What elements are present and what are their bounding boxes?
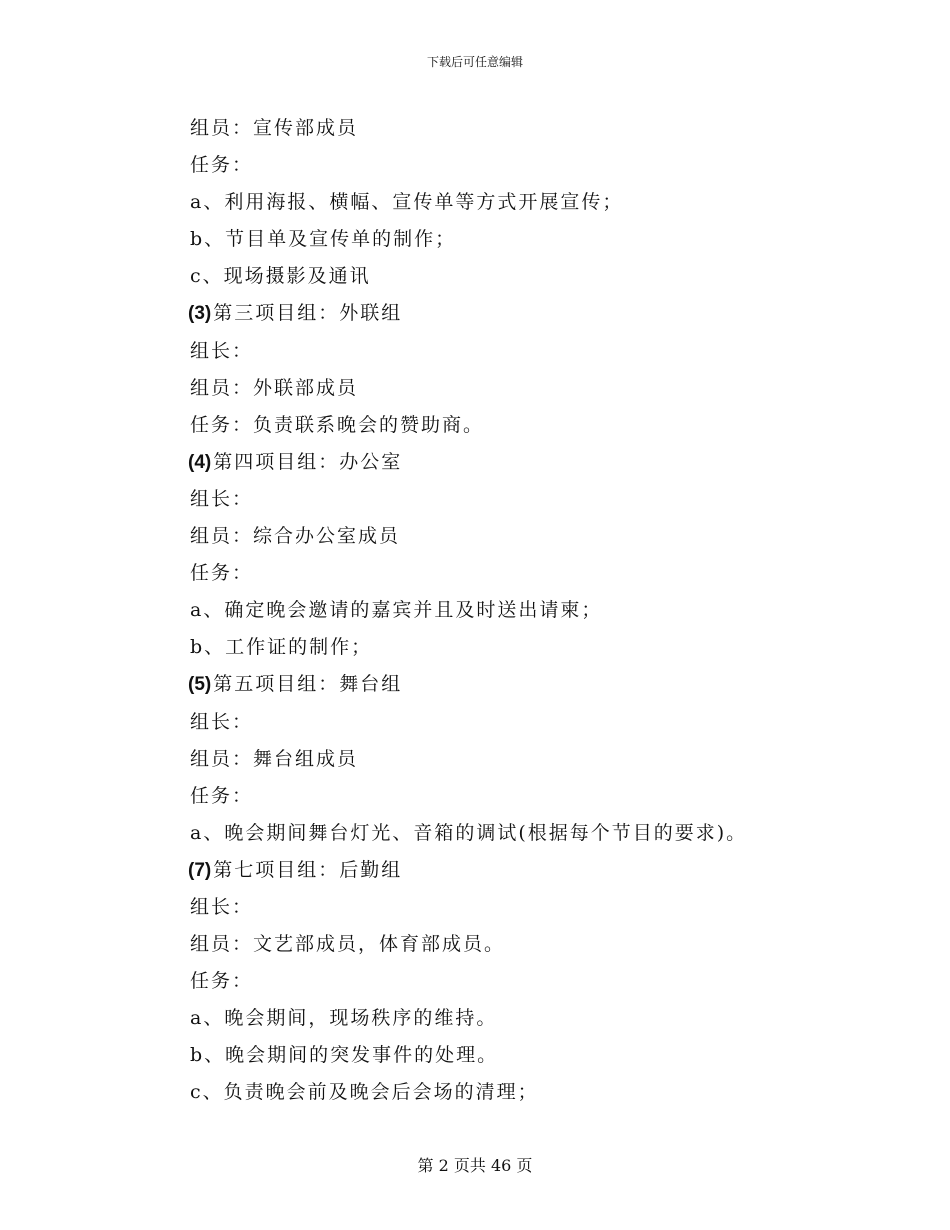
section-number: (5) [188,674,212,696]
line-text: a、晚会期间，现场秩序的维持。 [190,1007,498,1030]
line-text: 第七项目组：后勤组 [213,858,403,881]
line-text: 组员：外联部成员 [190,376,359,399]
line-text: 任务： [190,154,254,177]
text-line [188,741,888,778]
text-line [188,258,888,295]
line-text: b、节目单及宣传单的制作； [190,228,457,251]
line-text: 组长： [190,710,254,733]
text-line [188,518,888,555]
line-text: 任务： [190,562,254,585]
text-line [188,221,888,258]
section-number: (4) [188,451,212,473]
line-text: c、负责晚会前及晚会后会场的清理； [190,1081,539,1104]
text-line [188,963,888,1000]
line-text: 任务： [190,970,254,993]
page-header: 下载后可任意编辑 [426,55,523,69]
text-line [188,926,888,963]
text-line [188,704,888,741]
text-line [188,815,888,852]
text-line [188,184,888,221]
text-line [188,778,888,815]
text-line [188,592,888,629]
text-line [188,889,888,926]
section-heading [188,852,888,889]
line-text: 第四项目组：办公室 [213,450,403,473]
line-text: 任务： [190,784,254,807]
line-text: b、工作证的制作； [190,636,373,659]
line-text: 组员：舞台组成员 [190,747,359,770]
text-line [188,370,888,407]
line-text: 第五项目组：舞台组 [213,673,403,696]
line-text: a、确定晚会邀请的嘉宾并且及时送出请柬； [190,599,603,622]
text-line [188,147,888,184]
line-text: a、晚会期间舞台灯光、音箱的调试(根据每个节目的要求)。 [190,821,748,844]
line-text: 任务：负责联系晚会的赞助商。 [190,413,485,436]
line-text: c、现场摄影及通讯 [190,265,371,288]
text-line [188,1000,888,1037]
section-heading [188,444,888,481]
text-line [188,407,888,444]
section-heading [188,295,888,332]
line-text: 组员：综合办公室成员 [190,525,401,548]
line-text: b、晚会期间的突发事件的处理。 [190,1044,499,1067]
page-footer: 第 2 页共 46 页 [417,1156,533,1175]
text-line [188,555,888,592]
text-line [188,1074,888,1111]
line-text: 组员：宣传部成员 [190,117,359,139]
line-text: 组员：文艺部成员，体育部成员。 [190,933,506,956]
text-line [188,110,888,147]
text-line [188,333,888,370]
text-line [188,1037,888,1074]
line-text: 组长： [190,487,254,510]
text-line [188,629,888,666]
text-line [188,481,888,518]
section-number: (3) [188,303,212,325]
line-text: 组长： [190,895,254,918]
document-body [188,110,888,1112]
line-text: 组长： [190,339,254,362]
line-text: a、利用海报、横幅、宣传单等方式开展宣传； [190,191,624,214]
line-text: 第三项目组：外联组 [213,302,403,325]
section-heading [188,666,888,703]
section-number: (7) [188,859,212,881]
